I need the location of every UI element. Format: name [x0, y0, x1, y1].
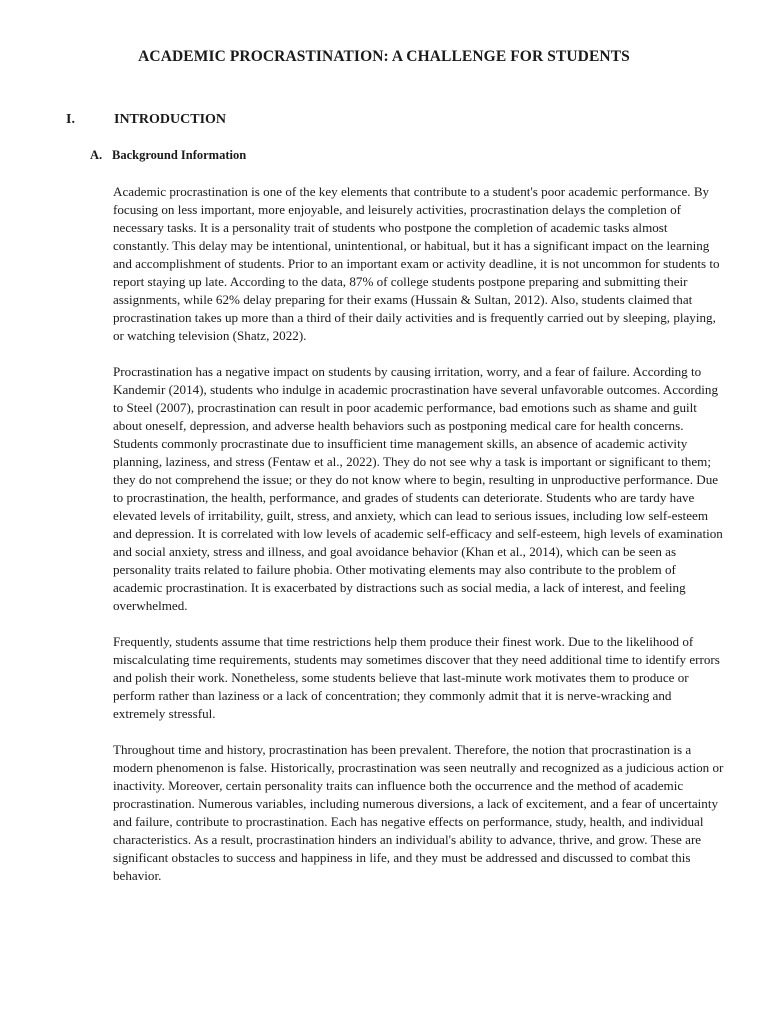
- section-number: I.: [66, 112, 75, 127]
- body-text: [113, 183, 725, 903]
- subsection-title: Background Information: [112, 148, 247, 162]
- paragraph-4: Throughout time and history, procrastination has been prevalent. Therefore, the notion that procrastination is a modern phenomenon is false. Historically, procrastination was seen neutrally and recognized as a judicious action or inactivity. Moreover, certain personality traits can influence both the occurrence and the method of academic procrastination. Numerous variables, including numerous diversions, a lack of excitement, and a fear of uncertainty and failure, contribute to procrastination. Each has negative effects on performance, study, health, and individual characteristics. As a result, procrastination hinders an individual's ability to advance, thrive, and grow. These are significant obstacles to success and happiness in life, and they must be addressed and discussed to combat this behavior.: [113, 742, 724, 883]
- subsection-letter: A.: [90, 148, 103, 162]
- paragraph-1: Academic procrastination is one of the key elements that contribute to a student's poor academic performance. By focusing on less important, more enjoyable, and leisurely activities, procrastination delays the completion of necessary tasks. It is a personality trait of students who postpone the completion of academic tasks almost constantly. This delay may be intentional, unintentional, or habitual, but it has a significant impact on the learning and accomplishment of students. Prior to an important exam or activity deadline, it is not uncommon for students to report staying up late. According to the data, 87% of college students postpone preparing and submitting their assignments, while 62% delay preparing for their exams (Hussain & Sultan, 2012). Also, students claimed that procrastination takes up more than a third of their daily activities and is frequently carried out by sleeping, playing, or watching television (Shatz, 2022).: [113, 184, 720, 343]
- section-heading: [66, 112, 226, 128]
- section-title: INTRODUCTION: [114, 112, 227, 127]
- paragraph-3: Frequently, students assume that time restrictions help them produce their finest work. Due to the likelihood of miscalculating time requirements, students may sometimes discover that they need additional time to identify errors and polish their work. Nonetheless, some students believe that last-minute work motivates them to produce or perform rather than laziness or a lack of concentration; they commonly admit that it is nerve-wracking and extremely stressful.: [113, 634, 720, 721]
- subsection-heading: [90, 148, 246, 163]
- paragraph-2: Procrastination has a negative impact on students by causing irritation, worry, and a fear of failure. According to Kandemir (2014), students who indulge in academic procrastination have several unfavorable outcomes. According to Steel (2007), procrastination can result in poor academic performance, bad emotions such as shame and guilt about oneself, depression, and adverse health behaviors such as postponing medical care for health concerns. Students commonly procrastinate due to insufficient time management skills, an absence of academic activity planning, laziness, and stress (Fentaw et al., 2022). They do not see why a task is important or significant to them; they do not comprehend the issue; or they do not know where to begin, resulting in unproductive performance. Due to procrastination, the health, performance, and grades of students can deteriorate. Students who are tardy have elevated levels of irritability, guilt, stress, and anxiety, which can lead to serious issues, including low self-esteem and depression. It is correlated with low levels of academic self-efficacy and self-esteem, high levels of examination and social anxiety, stress and illness, and goal avoidance behavior (Khan et al., 2014), which can be seen as personality traits related to failure phobia. Other motivating elements may also contribute to the problem of academic procrastination. It is exacerbated by distractions such as social media, a lack of interest, and feeling overwhelmed.: [113, 364, 723, 613]
- document-title: ACADEMIC PROCRASTINATION: A CHALLENGE FOR STUDENTS: [138, 48, 630, 65]
